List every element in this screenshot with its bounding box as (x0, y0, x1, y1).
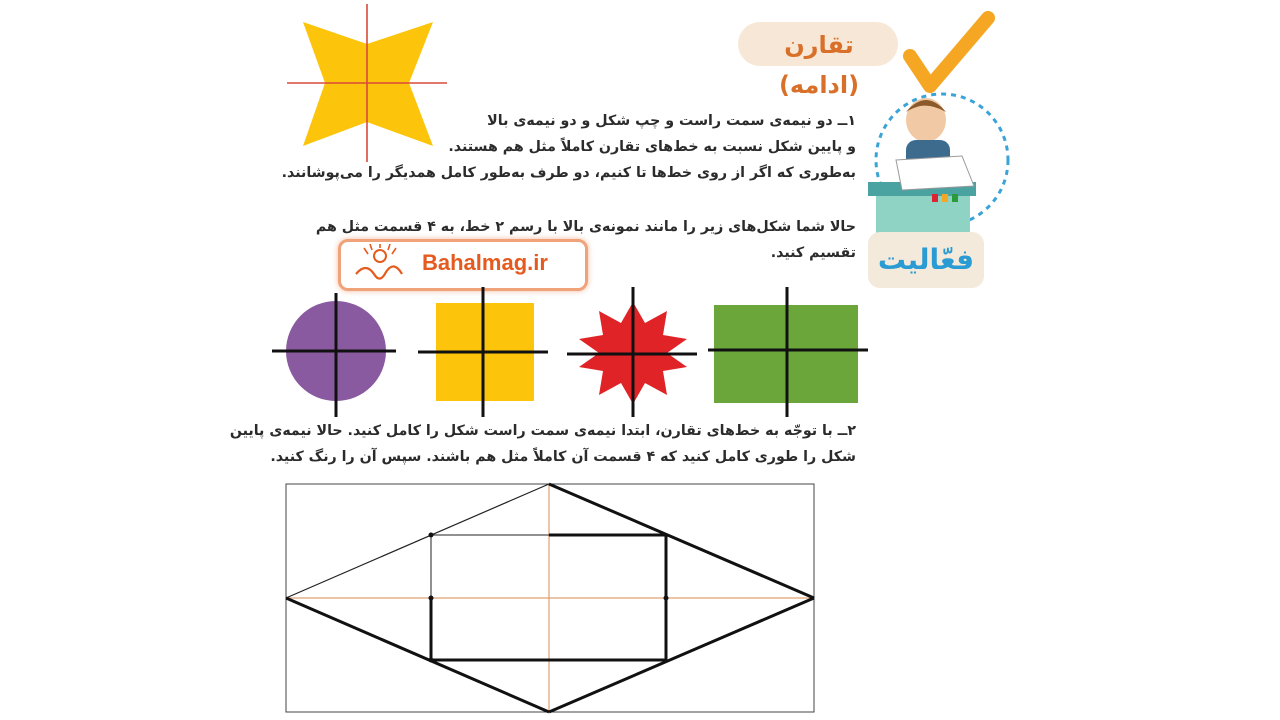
section1-line: ۱ــ دو نیمه‌ی سمت راست و چپ شکل و دو نیمه‌ی بالا (487, 113, 856, 129)
activity-label: فعّالیت (868, 232, 984, 288)
point-marker (664, 596, 669, 601)
star-shape-group (567, 287, 697, 417)
section1-line: و پایین شکل نسبت به خط‌های تقارن کاملاً مثل هم هستند. (448, 139, 856, 155)
completion-diagram (284, 482, 818, 718)
checkmark-icon (900, 8, 1000, 98)
section1-line: به‌طوری که اگر از روی خط‌ها تا کنیم، دو طرف به‌طور کامل همدیگر را می‌پوشانند. (281, 165, 856, 181)
square-shape-group (418, 287, 548, 417)
watermark-text: Bahalmag.ir (422, 250, 548, 275)
section1-text (281, 108, 856, 186)
watermark-logo-icon (350, 244, 410, 286)
point-marker (429, 596, 434, 601)
section2-text (229, 418, 856, 470)
rectangle-shape-group (708, 287, 868, 417)
section1-task-text: حالا شما شکل‌های زیر را مانند نمونه‌ی بالا با رسم ۲ خط، به ۴ قسمت مثل هم تقسیم کنید. (315, 219, 856, 261)
notebook (896, 156, 974, 190)
circle-shape-group (272, 293, 396, 417)
page-title: تقارن (ادامه) (778, 31, 860, 99)
point-marker (429, 533, 434, 538)
section2-line: ۲ــ با توجّه به خط‌های تقارن، ابتدا نیمه‌ی سمت راست شکل را کامل کنید. حالا نیمه‌ی پایین (229, 423, 856, 439)
shapes-row (270, 285, 870, 420)
section2-line: شکل را طوری کامل کنید که ۴ قسمت آن کاملاً مثل هم باشند. سپس آن را رنگ کنید. (270, 449, 856, 465)
point-marker (429, 658, 434, 663)
